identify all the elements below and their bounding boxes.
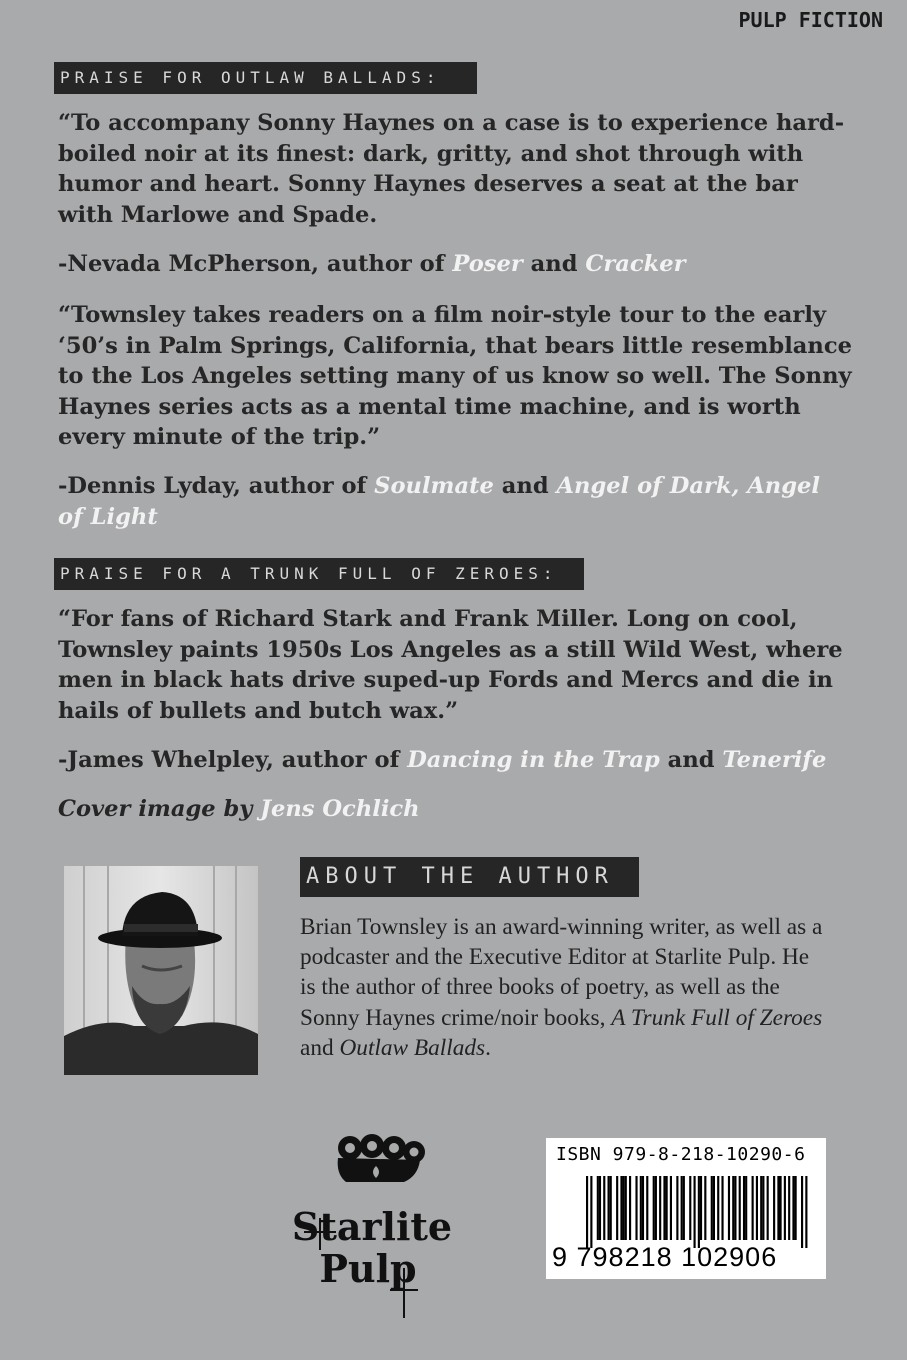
- attr-joiner: and: [659, 747, 723, 773]
- barcode-bar: [659, 1176, 661, 1240]
- barcode-bar: [792, 1176, 794, 1240]
- barcode-bar: [788, 1176, 790, 1240]
- barcode-bar: [711, 1176, 713, 1240]
- barcode-bar: [666, 1176, 668, 1240]
- publisher-logo: [292, 1128, 452, 1323]
- publisher-name-line2: Pulp: [319, 1246, 417, 1291]
- barcode-bar: [590, 1176, 592, 1248]
- attr-prefix: -Nevada McPherson, author of: [58, 251, 453, 277]
- barcode-bar: [625, 1176, 627, 1240]
- barcode-bar: [728, 1176, 730, 1240]
- barcode-bar: [694, 1176, 696, 1248]
- barcode-bar: [635, 1176, 637, 1240]
- barcode-bar: [608, 1176, 610, 1240]
- barcode-bar: [698, 1176, 700, 1248]
- barcode-bar: [760, 1176, 762, 1240]
- book-title: Outlaw Ballads: [339, 1034, 486, 1061]
- barcode-bar: [623, 1176, 625, 1240]
- barcode-bar: [805, 1176, 807, 1248]
- barcode-bar: [743, 1176, 745, 1240]
- barcode-bar: [713, 1176, 715, 1240]
- isbn-number: ISBN 979-8-218-10290-6: [556, 1144, 806, 1165]
- book-title: Angel of Dark, Angel of Light: [58, 473, 820, 530]
- barcode-bar: [777, 1176, 779, 1240]
- section-heading-about: ABOUT THE AUTHOR: [300, 857, 639, 897]
- barcode-bar: [689, 1176, 691, 1240]
- barcode-bar: [801, 1176, 803, 1248]
- barcode-bar: [700, 1176, 702, 1240]
- genre-label: PULP FICTION: [738, 8, 883, 32]
- barcode-bar: [704, 1176, 706, 1240]
- attr-joiner: and: [522, 251, 586, 277]
- barcode-bar: [616, 1176, 618, 1240]
- author-bio: [300, 912, 830, 1063]
- bio-joiner: and: [300, 1034, 340, 1061]
- quote-whelpley: “For fans of Richard Stark and Frank Miller. Long on cool, Townsley paints 1950s Los Angeles as a still Wild West, where men in black hats drive suped-up Fords and Mercs and die in hails of bullets and butch wax.”: [58, 606, 843, 724]
- barcode-bar: [780, 1176, 782, 1240]
- quote-lyday: “Townsley takes readers on a film noir-style tour to the early ‘50’s in Palm Springs, California, that bears little resemblance to the Los Angeles setting many of us know so well. The Sonny Haynes series acts as a mental time machine, and is worth every minute of the trip.”: [58, 302, 852, 450]
- book-title: A Trunk Full of Zeroes: [611, 1004, 823, 1031]
- author-photo: [64, 866, 258, 1075]
- barcode-bar: [762, 1176, 764, 1240]
- barcode-bar: [620, 1176, 622, 1240]
- barcode-bar: [717, 1176, 719, 1240]
- isbn-barcode: [546, 1138, 826, 1279]
- barcode-bar: [739, 1176, 741, 1240]
- barcode-bar: [752, 1176, 754, 1240]
- barcode-bar: [670, 1176, 672, 1240]
- bio-text: Brian Townsley is an award-winning writer, as well as a podcaster and the Executive Editor at Starlite Pulp. He is the author of three books of poetry, as well as the Sonny Haynes crime/noir books,: [300, 914, 823, 1031]
- attribution-whelpley: [58, 745, 858, 776]
- barcode-bar: [603, 1176, 605, 1240]
- barcode-bar: [599, 1176, 601, 1240]
- cover-credit: [58, 796, 420, 822]
- barcode-bar: [767, 1176, 769, 1240]
- barcode-bar: [663, 1176, 665, 1240]
- attr-joiner: and: [493, 473, 557, 499]
- barcode-bar: [676, 1176, 678, 1240]
- barcode-digits: 9 798218 102906: [552, 1242, 778, 1272]
- publisher-name-line1: Starlite: [292, 1204, 452, 1249]
- barcode-bar: [610, 1176, 612, 1240]
- barcode-bar: [681, 1176, 683, 1240]
- book-title: Poser: [452, 251, 523, 277]
- section-heading-outlaw: PRAISE FOR OUTLAW BALLADS:: [54, 62, 477, 94]
- brass-knuckles-icon: [292, 1128, 452, 1323]
- barcode-bar: [629, 1176, 631, 1240]
- book-title: Soulmate: [374, 473, 494, 499]
- barcode-bar: [586, 1176, 588, 1248]
- author-portrait-image: [64, 866, 258, 1075]
- credit-name: Jens Ochlich: [260, 796, 420, 822]
- barcode-bar: [795, 1176, 797, 1240]
- barcode-bar: [597, 1176, 599, 1240]
- barcode-bar: [784, 1176, 786, 1240]
- barcode-bar: [642, 1176, 644, 1240]
- barcode-bar: [640, 1176, 642, 1240]
- barcode-bar: [655, 1176, 657, 1240]
- barcode-bar: [683, 1176, 685, 1240]
- attribution-lyday: [58, 471, 828, 533]
- barcode-bar: [732, 1176, 734, 1240]
- bio-end: .: [485, 1034, 491, 1061]
- barcode-bar: [734, 1176, 736, 1240]
- credit-prefix: Cover image by: [58, 796, 261, 822]
- section-heading-trunk: PRAISE FOR A TRUNK FULL OF ZEROES:: [54, 558, 584, 590]
- book-title: Tenerife: [722, 747, 827, 773]
- barcode-bar: [745, 1176, 747, 1240]
- barcode-bar: [756, 1176, 758, 1240]
- attr-prefix: -Dennis Lyday, author of: [58, 473, 375, 499]
- barcode-bar: [773, 1176, 775, 1240]
- quote-mcpherson: “To accompany Sonny Haynes on a case is to experience hard-boiled noir at its finest: dark, gritty, and shot through with humor and heart. Sonny Haynes deserves a seat at the bar with Marlowe and Spade.: [58, 110, 845, 228]
- attr-prefix: -James Whelpley, author of: [58, 747, 408, 773]
- book-title: Cracker: [585, 251, 686, 277]
- attribution-mcpherson: [58, 249, 858, 280]
- book-title: Dancing in the Trap: [407, 747, 660, 773]
- barcode-bar: [721, 1176, 723, 1240]
- barcode-bar: [646, 1176, 648, 1240]
- barcode-bar: [653, 1176, 655, 1240]
